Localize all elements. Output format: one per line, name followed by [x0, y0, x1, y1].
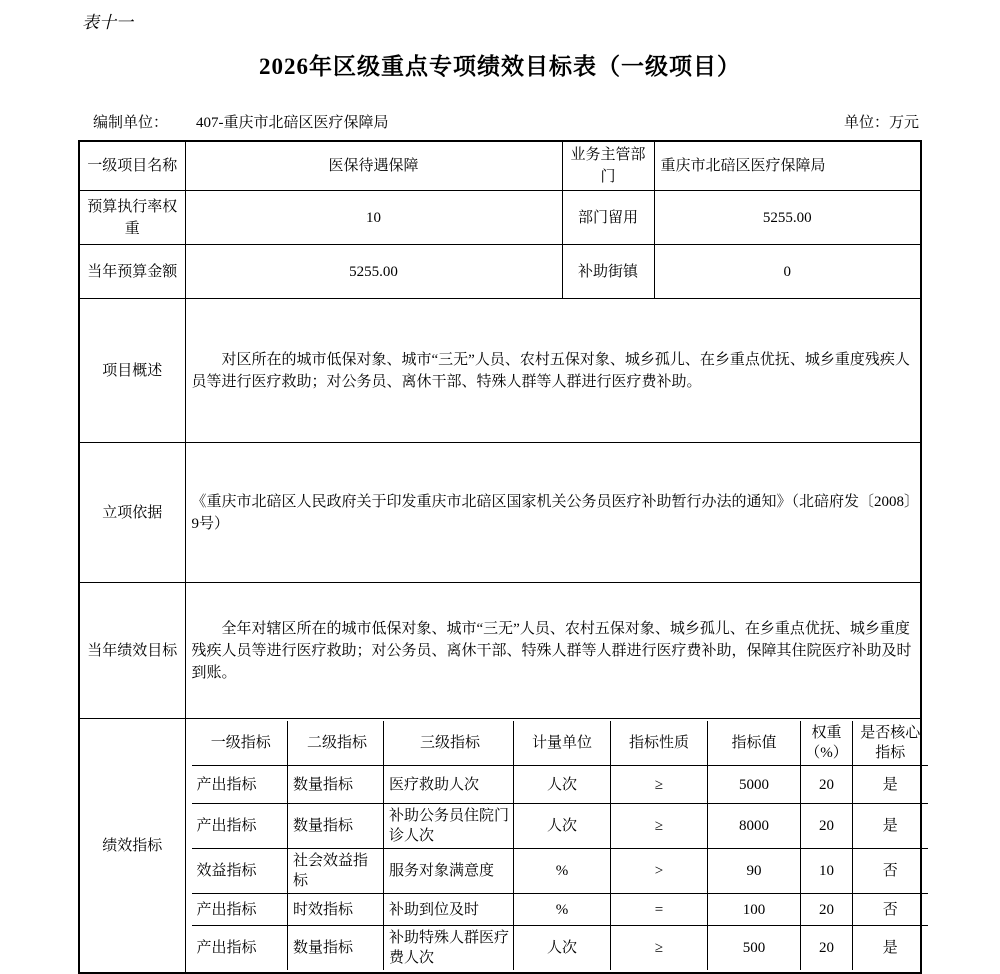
- overview-text-cell: [185, 299, 921, 443]
- header-level2: 二级指标: [288, 721, 384, 766]
- indicator-level3: 补助特殊人群医疗费人次: [384, 926, 514, 971]
- indicators-table-cell: [185, 719, 921, 974]
- indicator-level2: 数量指标: [288, 766, 384, 804]
- indicator-unit: 人次: [514, 926, 611, 971]
- indicator-core: 否: [853, 849, 928, 894]
- dept-value: 重庆市北碚区医疗保障局: [654, 141, 921, 191]
- indicator-level2: 时效指标: [288, 894, 384, 926]
- row-budget: [79, 245, 921, 299]
- project-name-label: 一级项目名称: [79, 141, 185, 191]
- indicator-weight: 20: [801, 766, 853, 804]
- indicator-level3: 补助公务员住院门诊人次: [384, 804, 514, 849]
- indicator-unit: 人次: [514, 804, 611, 849]
- header-level1: 一级指标: [192, 721, 288, 766]
- indicator-nature: ≥: [611, 804, 708, 849]
- exec-weight-value: 10: [185, 191, 562, 245]
- indicator-level3: 补助到位及时: [384, 894, 514, 926]
- indicator-row: [192, 804, 928, 849]
- budget-label: 当年预算金额: [79, 245, 185, 299]
- indicator-value: 90: [708, 849, 801, 894]
- project-name-value: 医保待遇保障: [185, 141, 562, 191]
- overview-label: 项目概述: [79, 299, 185, 443]
- town-subsidy-label: 补助街镇: [562, 245, 654, 299]
- basis-text: 《重庆市北碚区人民政府关于印发重庆市北碚区国家机关公务员医疗补助暂行办法的通知》（北碚府发〔2008〕9号）: [191, 493, 912, 532]
- row-target: [79, 583, 921, 719]
- header-weight: 权重（%）: [801, 721, 853, 766]
- indicator-unit: %: [514, 849, 611, 894]
- header-level3: 三级指标: [384, 721, 514, 766]
- row-project-name: [79, 141, 921, 191]
- target-text: 全年对辖区所在的城市低保对象、城市“三无”人员、农村五保对象、城乡孤儿、在乡重点优抚、城乡重度残疾人员等进行医疗救助；对公务员、离休干部、特殊人群等人群进行医疗费补助，保障其住院医疗补助及时到账。: [191, 620, 912, 681]
- indicator-nature: >: [611, 849, 708, 894]
- row-overview: [79, 299, 921, 443]
- indicator-level2: 数量指标: [288, 804, 384, 849]
- prepared-by-value: 407-重庆市北碚区医疗保障局: [196, 115, 389, 131]
- retained-value: 5255.00: [654, 191, 921, 245]
- row-basis: [79, 443, 921, 583]
- indicator-level1: 产出指标: [192, 804, 288, 849]
- indicator-unit: %: [514, 894, 611, 926]
- indicator-value: 5000: [708, 766, 801, 804]
- header-nature: 指标性质: [611, 721, 708, 766]
- row-exec-weight: [79, 191, 921, 245]
- indicator-level1: 产出指标: [192, 926, 288, 971]
- indicator-nature: ≥: [611, 926, 708, 971]
- indicator-nature: ≥: [611, 766, 708, 804]
- header-unit: 计量单位: [514, 721, 611, 766]
- prepared-by: [93, 111, 389, 132]
- indicator-level2: 数量指标: [288, 926, 384, 971]
- budget-value: 5255.00: [185, 245, 562, 299]
- indicator-level1: 产出指标: [192, 894, 288, 926]
- indicator-level3: 医疗救助人次: [384, 766, 514, 804]
- indicator-weight: 10: [801, 849, 853, 894]
- indicator-header-row: [192, 721, 928, 766]
- indicator-core: 是: [853, 804, 928, 849]
- indicator-row: [192, 766, 928, 804]
- indicator-value: 100: [708, 894, 801, 926]
- indicator-core: 是: [853, 766, 928, 804]
- indicator-value: 500: [708, 926, 801, 971]
- page-title: 2026年区级重点专项绩效目标表（一级项目）: [259, 54, 741, 79]
- indicator-core: 是: [853, 926, 928, 971]
- town-subsidy-value: 0: [654, 245, 921, 299]
- exec-weight-label: 预算执行率权重: [79, 191, 185, 245]
- target-label: 当年绩效目标: [79, 583, 185, 719]
- header-value: 指标值: [708, 721, 801, 766]
- indicator-level1: 产出指标: [192, 766, 288, 804]
- indicator-table: [192, 721, 928, 970]
- indicator-row: [192, 926, 928, 971]
- retained-label: 部门留用: [562, 191, 654, 245]
- indicators-label: 绩效指标: [79, 719, 185, 974]
- indicator-row: [192, 894, 928, 926]
- indicator-weight: 20: [801, 894, 853, 926]
- indicator-level1: 效益指标: [192, 849, 288, 894]
- header-core: 是否核心指标: [853, 721, 928, 766]
- target-text-cell: [185, 583, 921, 719]
- form-tag: 表十一: [82, 13, 133, 33]
- basis-text-cell: [185, 443, 921, 583]
- indicator-row: [192, 849, 928, 894]
- meta-row: [79, 111, 921, 132]
- overview-text: 对区所在的城市低保对象、城市“三无”人员、农村五保对象、城乡孤儿、在乡重点优抚、城乡重度残疾人员等进行医疗救助；对公务员、离休干部、特殊人群等人群进行医疗费补助。: [191, 351, 910, 390]
- indicator-weight: 20: [801, 804, 853, 849]
- indicator-value: 8000: [708, 804, 801, 849]
- indicator-unit: 人次: [514, 766, 611, 804]
- indicator-weight: 20: [801, 926, 853, 971]
- dept-label: 业务主管部门: [562, 141, 654, 191]
- row-indicators: [79, 719, 921, 974]
- prepared-by-label: 编制单位：: [93, 115, 169, 131]
- basis-label: 立项依据: [79, 443, 185, 583]
- indicator-level2: 社会效益指标: [288, 849, 384, 894]
- indicator-nature: =: [611, 894, 708, 926]
- indicator-level3: 服务对象满意度: [384, 849, 514, 894]
- performance-target-table: [78, 140, 922, 974]
- indicator-core: 否: [853, 894, 928, 926]
- unit-label: 单位：万元: [843, 115, 919, 131]
